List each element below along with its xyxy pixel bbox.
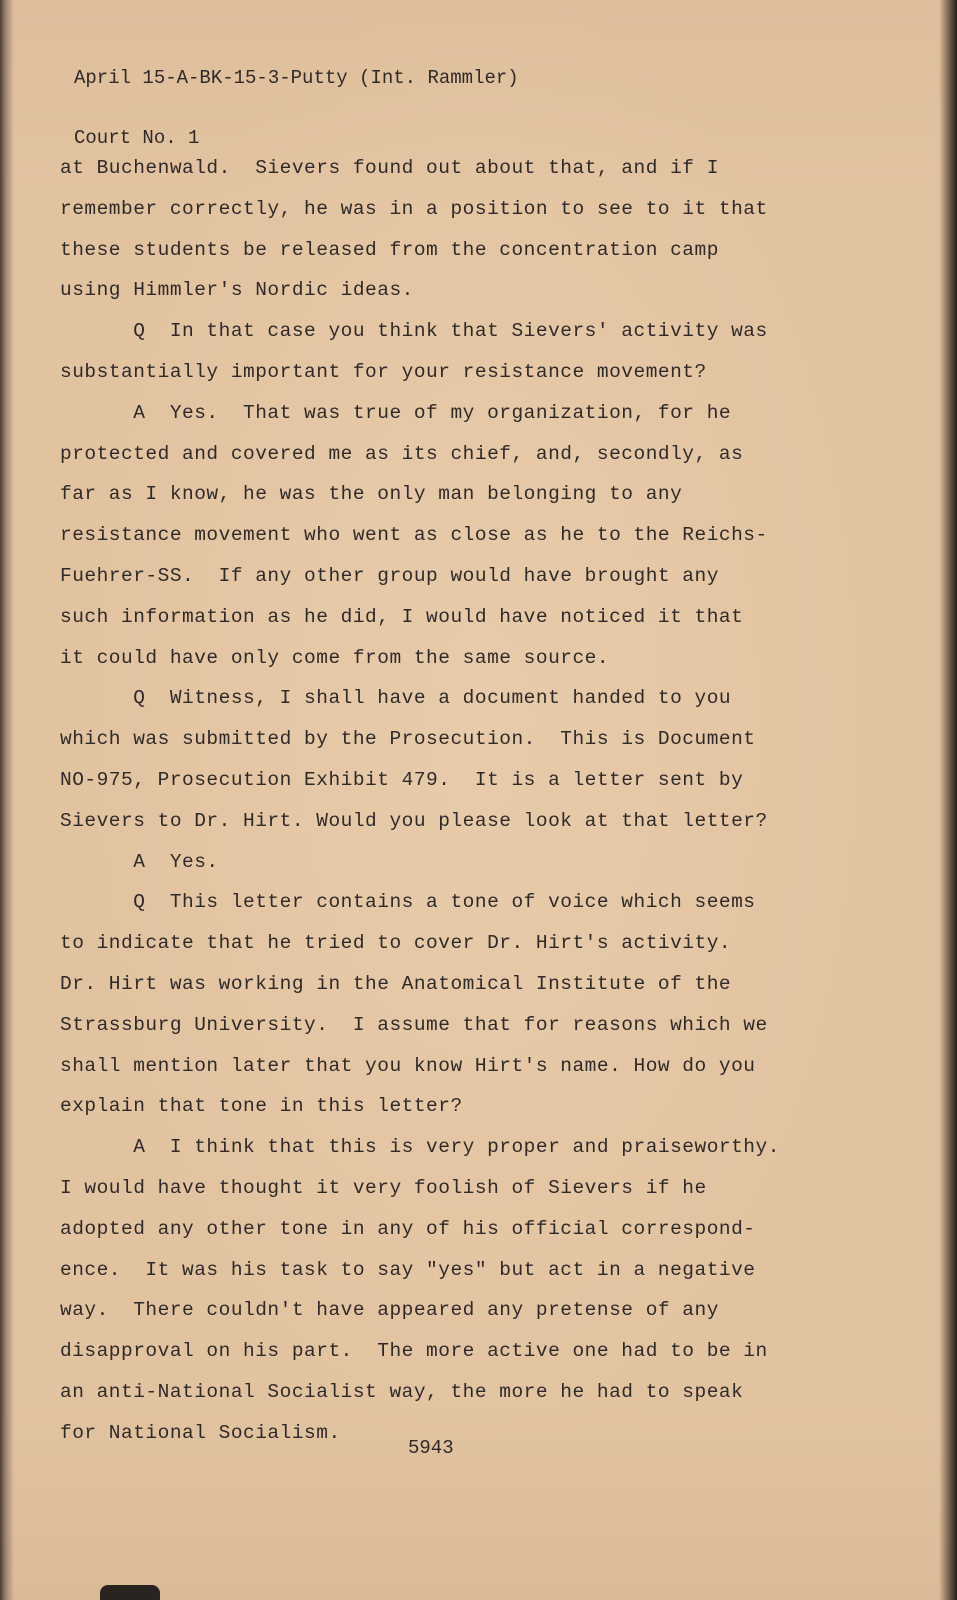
body-line: an anti-National Socialist way, the more he had to speak	[60, 1380, 744, 1403]
header-case-line: April 15-A-BK-15-3-Putty (Int. Rammler)	[74, 67, 519, 89]
body-line: shall mention later that you know Hirt's name. How do you	[60, 1054, 756, 1077]
body-line: ence. It was his task to say "yes" but act in a negative	[60, 1258, 756, 1281]
body-line: far as I know, he was the only man belonging to any	[60, 483, 683, 506]
transcript-body	[60, 148, 810, 1454]
body-line: these students be released from the concentration camp	[60, 238, 719, 261]
body-line: to indicate that he tried to cover Dr. Hirt's activity.	[60, 932, 732, 955]
body-line: using Himmler's Nordic ideas.	[60, 279, 414, 302]
body-line: Sievers to Dr. Hirt. Would you please look at that letter?	[60, 809, 768, 832]
body-line: remember correctly, he was in a position to see to it that	[60, 197, 768, 220]
body-line: A Yes.	[60, 850, 219, 873]
body-line: Fuehrer-SS. If any other group would have brought any	[60, 564, 719, 587]
body-line: disapproval on his part. The more active one had to be in	[60, 1340, 768, 1363]
body-line: which was submitted by the Prosecution. This is Document	[60, 728, 756, 751]
body-line: Q This letter contains a tone of voice which seems	[60, 891, 756, 914]
body-line: A I think that this is very proper and praiseworthy.	[60, 1136, 780, 1159]
body-line: protected and covered me as its chief, and, secondly, as	[60, 442, 744, 465]
body-line: Q In that case you think that Sievers' activity was	[60, 320, 768, 343]
body-line: I would have thought it very foolish of Sievers if he	[60, 1176, 707, 1199]
body-line: it could have only come from the same source.	[60, 646, 610, 669]
page-number: 5943	[408, 1437, 454, 1459]
body-line: A Yes. That was true of my organization, for he	[60, 401, 732, 424]
body-line: such information as he did, I would have noticed it that	[60, 605, 744, 628]
body-line: substantially important for your resistance movement?	[60, 360, 707, 383]
body-line: Q Witness, I shall have a document handed to you	[60, 687, 732, 710]
page-bottom-mark	[100, 1585, 160, 1600]
body-line: way. There couldn't have appeared any pretense of any	[60, 1299, 719, 1322]
page-left-edge	[0, 0, 14, 1600]
body-line: NO-975, Prosecution Exhibit 479. It is a letter sent by	[60, 768, 744, 791]
header-court-line: Court No. 1	[74, 127, 200, 149]
body-line: resistance movement who went as close as he to the Reichs-	[60, 524, 768, 547]
page-right-edge	[939, 0, 957, 1600]
body-line: Dr. Hirt was working in the Anatomical Institute of the	[60, 972, 732, 995]
body-line: for National Socialism.	[60, 1421, 341, 1444]
body-line: at Buchenwald. Sievers found out about that, and if I	[60, 157, 719, 179]
body-line: adopted any other tone in any of his official correspond-	[60, 1217, 756, 1240]
body-line: explain that tone in this letter?	[60, 1095, 463, 1118]
body-line: Strassburg University. I assume that for reasons which we	[60, 1013, 768, 1036]
